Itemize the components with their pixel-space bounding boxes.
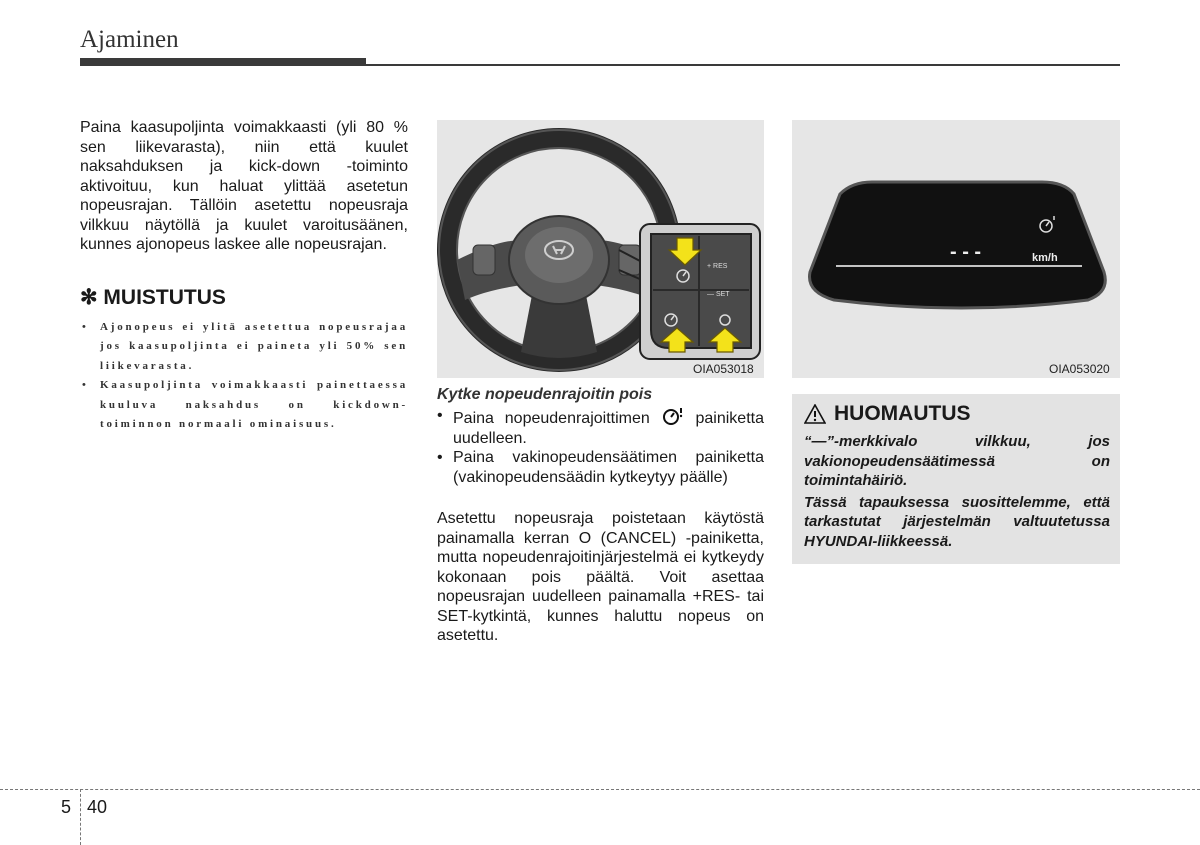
caution-heading-row	[804, 402, 971, 426]
chapter-number: 5	[61, 797, 72, 817]
cancel-paragraph: Asetettu nopeusraja poistetaan käytöstä painamalla kerran O (CANCEL) -painiketta, mutta nopeudenrajoitinjärjestelmä ei kytkeydy kokonaan pois päältä. Voit asettaa nopeusrajan uudelleen painamalla +RES- tai SET-kytkintä, kunnes haluttu nopeus on asetettu.	[437, 510, 764, 644]
column-left	[80, 118, 408, 435]
note-item: • Ajonopeus ei ylitä asetettua nopeusrajaa jos kaasupoljinta ei paineta yli 50% sen liikevarasta.	[80, 318, 408, 377]
set-label: — SET	[707, 291, 730, 298]
section-subheading: Kytke nopeudenrajoitin pois	[437, 386, 653, 403]
instruction-text: painiketta uudelleen.	[453, 410, 764, 447]
instruction-item	[437, 406, 764, 448]
caution-box	[792, 394, 1120, 564]
caution-text: Tässä tapauksessa suosittelemme, että tarkastutat järjestelmän valtuutetussa HYUNDAI-liikkeessä.	[804, 493, 1110, 550]
figure-code: OIA053018	[693, 362, 754, 376]
speed-limiter-icon	[661, 406, 685, 426]
steering-wheel-illustration	[437, 120, 764, 378]
chapter-title: Ajaminen	[80, 26, 179, 53]
footer-rule	[0, 789, 1200, 790]
instruction-list	[437, 406, 764, 487]
instruction-text: Paina nopeudenrajoittimen	[453, 410, 650, 427]
warning-triangle-icon	[804, 404, 826, 424]
display-illustration	[792, 120, 1120, 378]
note-list	[80, 318, 408, 435]
figure-code: OIA053020	[1049, 362, 1110, 376]
caution-heading: HUOMAUTUS	[834, 402, 971, 425]
speed-unit: km/h	[1032, 252, 1058, 264]
column-middle	[437, 386, 764, 646]
page-number: 40	[87, 797, 108, 817]
instruction-item: • Paina vakinopeudensäätimen painiketta (vakinopeudensäädin kytkeytyy päälle)	[437, 448, 764, 487]
steering-wheel-figure	[437, 120, 764, 378]
caution-text: “—”-merkkivalo vilkkuu, jos vakionopeudensäätimessä on toimintahäiriö.	[804, 433, 1110, 489]
speed-dashes: - - -	[950, 241, 982, 263]
note-item: • Kaasupoljinta voimakkaasti painettaessa kuuluva naksahdus on kickdown-toiminnon normaali ominaisuus.	[80, 376, 408, 435]
kickdown-paragraph: Paina kaasupoljinta voimakkaasti (yli 80 % sen liikevarasta), niin että kuulet naksahduksen ja kick-down -toiminto aktivoituu, kun haluat ylittää asetetun nopeusrajan. Tällöin asetettu nopeusraja vilkkuu näytöllä ja kuulet varoitusäänen, kunnes ajonopeus laskee alle nopeusrajan.	[80, 119, 408, 253]
caution-body	[804, 432, 1110, 553]
footer-divider	[80, 789, 81, 845]
header-rule	[80, 64, 1120, 66]
res-label: + RES	[707, 263, 728, 270]
display-figure	[792, 120, 1120, 378]
note-heading: ✻ MUISTUTUS	[80, 285, 226, 309]
